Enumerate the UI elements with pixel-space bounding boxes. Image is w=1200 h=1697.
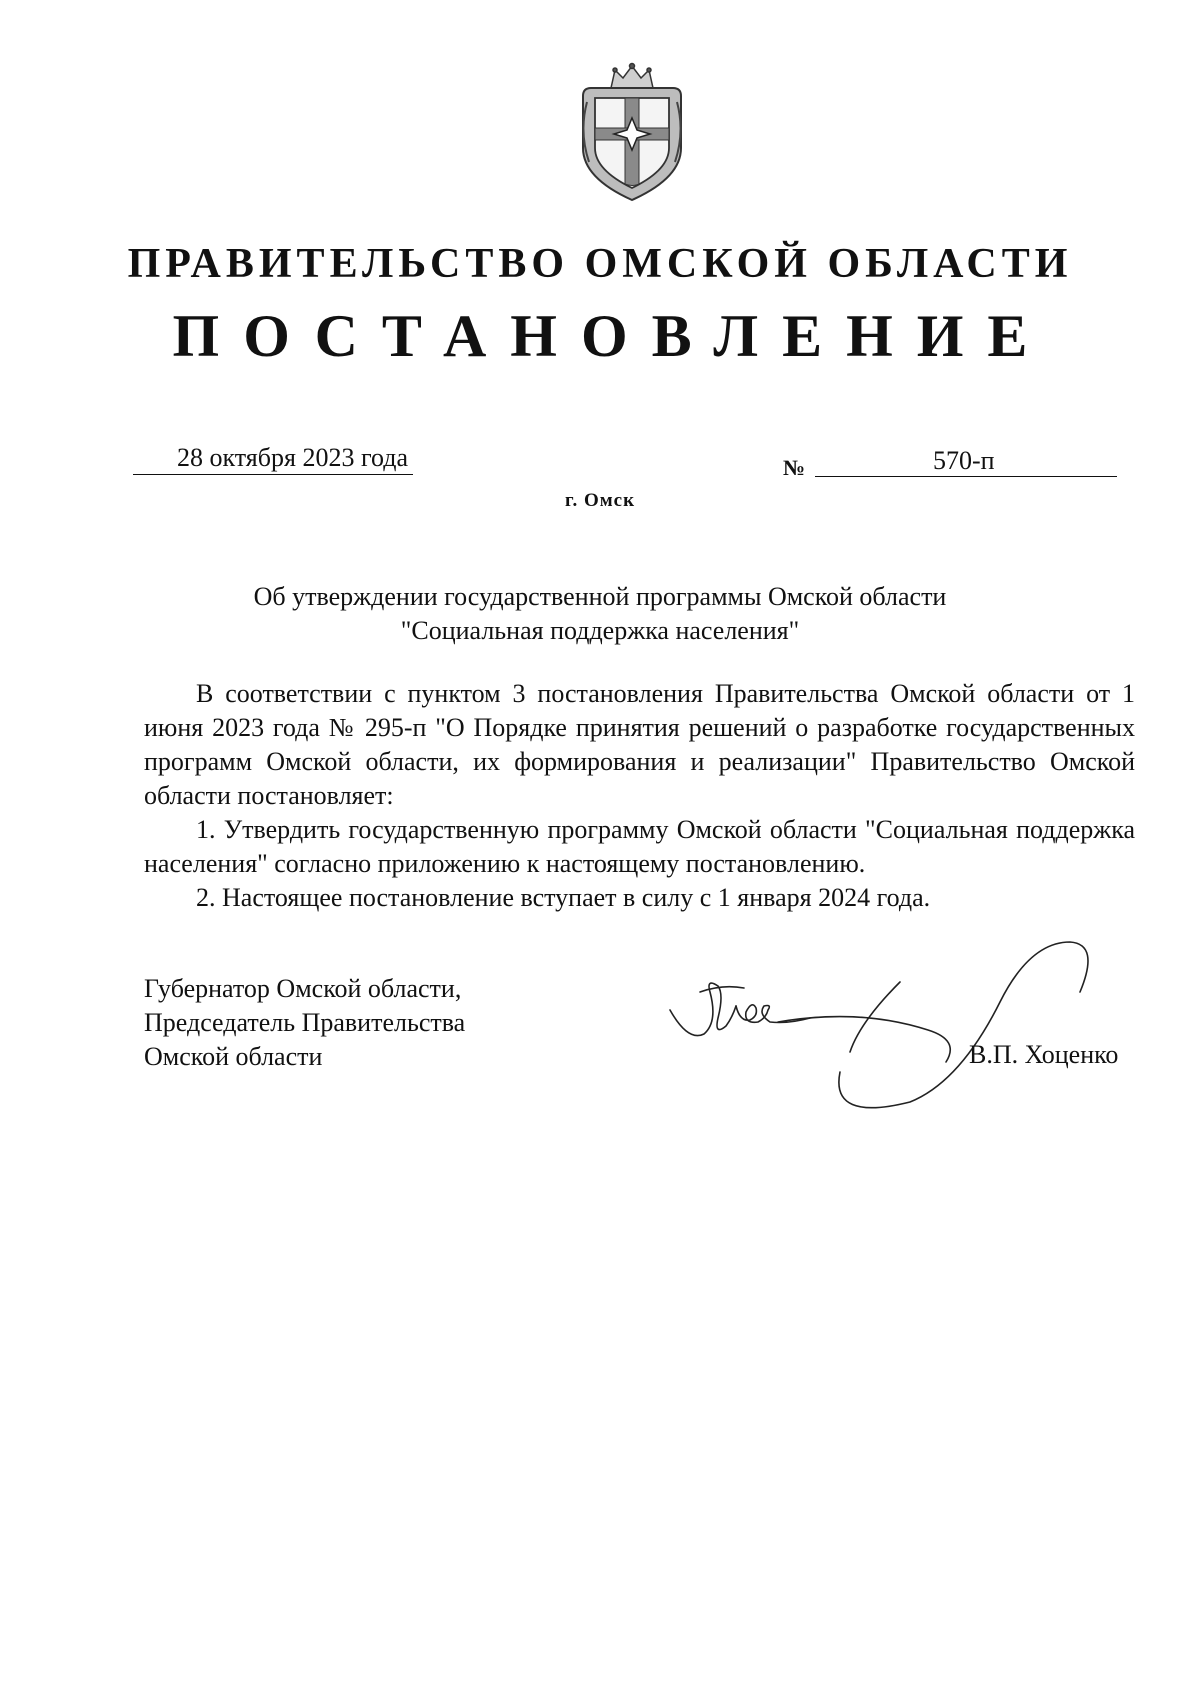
document-subject <box>0 580 1200 648</box>
signer-title-line: Губернатор Омской области, <box>144 974 462 1003</box>
document-body <box>144 677 1135 915</box>
body-paragraph: 1. Утвердить государственную программу Омской области "Социальная поддержка населения" согласно приложению к настоящему постановлению. <box>144 815 1135 878</box>
signer-name: В.П. Хоценко <box>969 1040 1119 1069</box>
signature-icon <box>660 922 1100 1122</box>
signer-title-line: Председатель Правительства <box>144 1008 466 1037</box>
document-date: 28 октября 2023 года <box>177 443 408 472</box>
body-paragraph: 2. Настоящее постановление вступает в силу с 1 января 2024 года. <box>196 883 931 912</box>
coat-of-arms-icon <box>573 62 691 204</box>
organization-title: ПРАВИТЕЛЬСТВО ОМСКОЙ ОБЛАСТИ <box>127 241 1073 287</box>
subject-line: Об утверждении государственной программы Омской области <box>253 582 947 611</box>
document-type-title: ПОСТАНОВЛЕНИЕ <box>172 303 1052 369</box>
signer-title-line: Омской области <box>144 1042 323 1071</box>
subject-line: "Социальная поддержка населения" <box>400 616 800 645</box>
signer-title <box>144 972 465 1074</box>
body-paragraph: В соответствии с пунктом 3 постановления Правительства Омской области от 1 июня 2023 года № 295-п "О Порядке принятия решений о разработке государственных программ Омской области, их формирования и реализации" Правительство Омской области постановляет: <box>144 679 1135 810</box>
document-number: 570-п <box>933 446 995 475</box>
number-sign: № <box>783 455 806 480</box>
city-label: г. Омск <box>564 490 636 511</box>
